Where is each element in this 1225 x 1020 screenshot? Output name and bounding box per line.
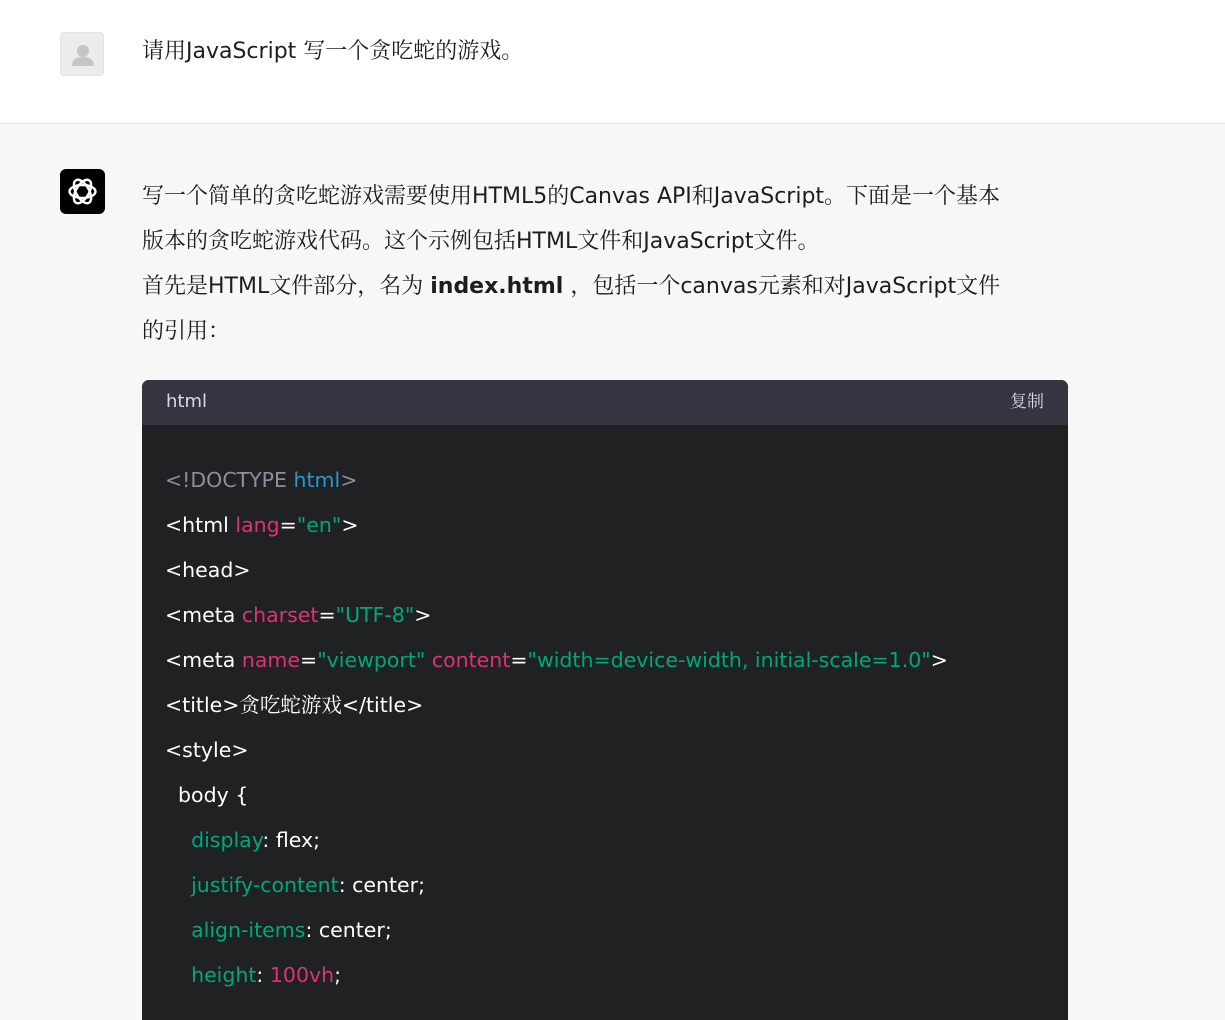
code-token: content bbox=[431, 648, 511, 672]
code-line bbox=[165, 953, 1068, 998]
code-token: <title>贪吃蛇游戏</title> bbox=[165, 693, 424, 717]
assistant-paragraph-intro: 写一个简单的贪吃蛇游戏需要使用HTML5的Canvas API和JavaScript。下面是一个基本版本的贪吃蛇游戏代码。这个示例包括HTML文件和JavaScript文件。 bbox=[142, 184, 1001, 254]
code-token: height bbox=[191, 963, 257, 987]
code-line bbox=[165, 908, 1068, 953]
copy-code-button[interactable]: 复制 bbox=[1010, 392, 1044, 412]
code-token: <style> bbox=[165, 738, 249, 762]
user-message-text: 请用JavaScript 写一个贪吃蛇的游戏。 bbox=[142, 39, 524, 64]
code-token bbox=[165, 918, 191, 942]
code-token: <meta bbox=[165, 648, 242, 672]
code-line bbox=[165, 638, 1068, 683]
code-token: "en" bbox=[296, 513, 342, 537]
paragraph-text-before: 首先是HTML文件部分，名为 bbox=[142, 274, 424, 299]
code-token: name bbox=[241, 648, 301, 672]
code-token: : bbox=[256, 963, 270, 987]
code-token: html bbox=[293, 468, 341, 492]
code-block-header bbox=[142, 380, 1068, 425]
code-token bbox=[165, 873, 191, 897]
code-line bbox=[165, 503, 1068, 548]
assistant-paragraph-html-file bbox=[142, 264, 1022, 354]
code-block bbox=[142, 380, 1068, 1020]
code-token: "UTF-8" bbox=[335, 603, 415, 627]
code-token: = bbox=[510, 648, 528, 672]
code-token: ; bbox=[334, 963, 342, 987]
code-line bbox=[165, 728, 1068, 773]
code-line bbox=[165, 458, 1068, 503]
code-token: 100vh bbox=[269, 963, 335, 987]
code-token: charset bbox=[241, 603, 319, 627]
code-token: > bbox=[340, 468, 358, 492]
code-line bbox=[165, 818, 1068, 863]
code-token: <meta bbox=[165, 603, 242, 627]
code-token: : flex; bbox=[262, 828, 321, 852]
openai-logo-icon bbox=[60, 169, 105, 214]
code-token: = bbox=[279, 513, 297, 537]
code-line bbox=[165, 548, 1068, 593]
code-token: lang bbox=[235, 513, 280, 537]
paragraph-text-after: ，包括一个canvas元素和对JavaScript文件的引用： bbox=[142, 274, 1001, 344]
code-token: "width=device-width, initial-scale=1.0" bbox=[527, 648, 931, 672]
code-content bbox=[142, 425, 1068, 998]
code-token: > bbox=[341, 513, 359, 537]
code-token: body { bbox=[165, 783, 249, 807]
code-line bbox=[165, 683, 1068, 728]
code-token: justify-content bbox=[191, 873, 339, 897]
code-token: = bbox=[300, 648, 318, 672]
code-token: "viewport" bbox=[317, 648, 426, 672]
code-line bbox=[165, 593, 1068, 638]
code-language-label: html bbox=[166, 391, 208, 412]
user-avatar-icon bbox=[60, 32, 104, 76]
code-token: > bbox=[414, 603, 432, 627]
code-token: : center; bbox=[338, 873, 425, 897]
assistant-message-row bbox=[0, 124, 1225, 1002]
code-token: <!DOCTYPE bbox=[165, 468, 294, 492]
code-line bbox=[165, 863, 1068, 908]
code-token: > bbox=[930, 648, 948, 672]
code-token: display bbox=[191, 828, 263, 852]
user-message-row bbox=[0, 0, 1225, 124]
code-token: <head> bbox=[165, 558, 251, 582]
code-token bbox=[165, 963, 191, 987]
code-token: = bbox=[318, 603, 336, 627]
code-token: : center; bbox=[305, 918, 392, 942]
filename-index-html: index.html bbox=[430, 274, 564, 299]
code-token bbox=[165, 828, 191, 852]
code-token: <html bbox=[165, 513, 236, 537]
assistant-message-text bbox=[142, 174, 1022, 354]
code-line bbox=[165, 773, 1068, 818]
code-token: align-items bbox=[191, 918, 306, 942]
